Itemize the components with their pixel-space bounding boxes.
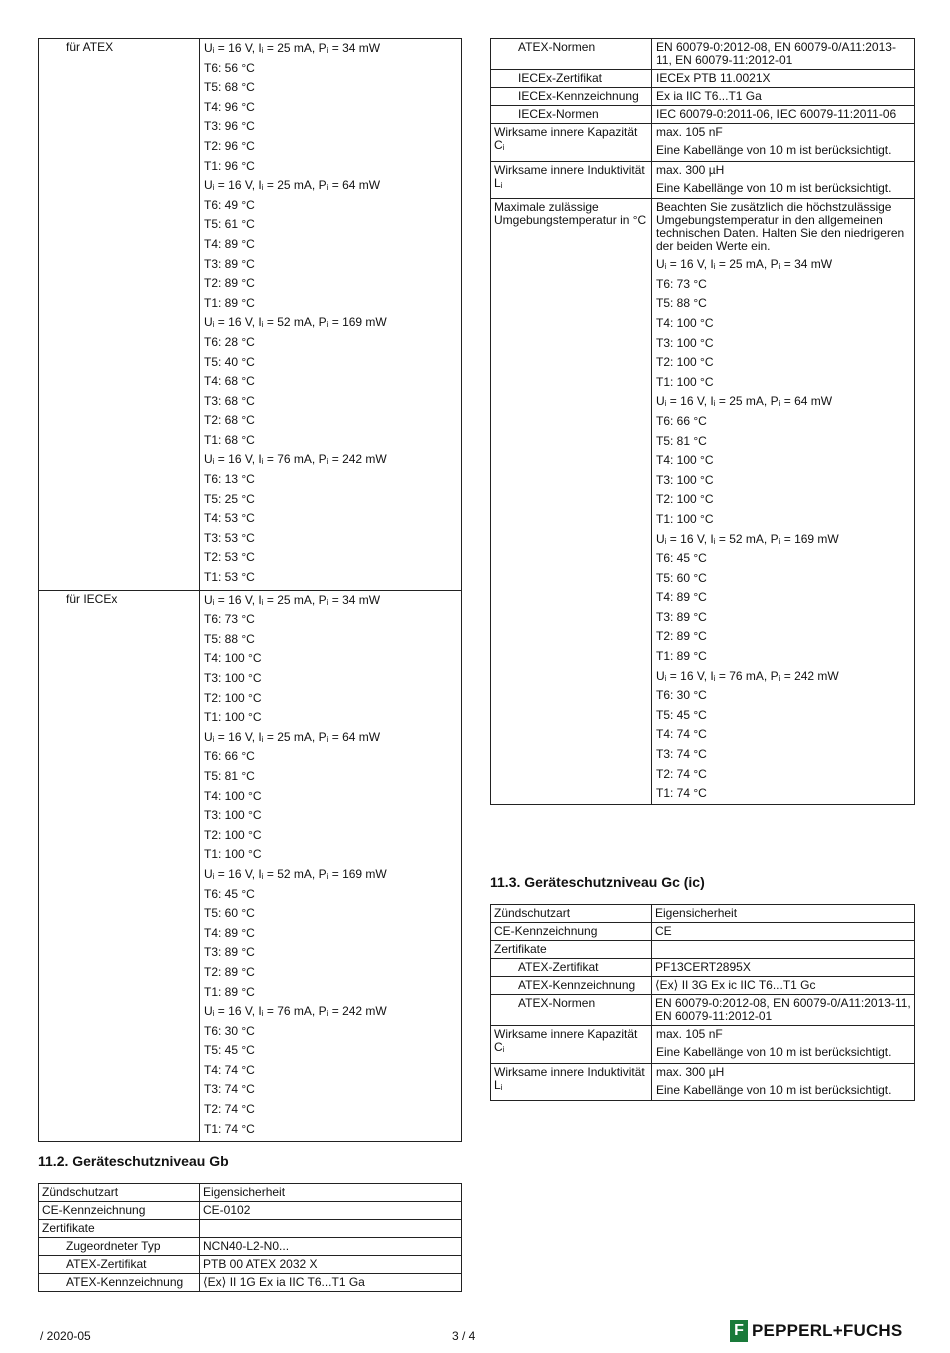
temperature-class-value: T6: 73 °C — [656, 276, 707, 291]
value-induktivitaet: max. 300 µH — [656, 162, 725, 177]
spec-label: ATEX-Zertifikat — [39, 1256, 200, 1274]
label-iecex-kennzeichnung: IECEx-Kennzeichnung — [491, 88, 652, 106]
temperature-class-value: T2: 89 °C — [204, 276, 255, 291]
temperature-class-value: T1: 100 °C — [204, 710, 262, 725]
temperature-class-value: T3: 89 °C — [656, 609, 707, 624]
spec-label: Wirksame innere Induktivität Li — [491, 1063, 652, 1101]
temperature-class-value: T5: 68 °C — [204, 80, 255, 95]
footer-date: / 2020-05 — [40, 1329, 91, 1343]
temperature-class-value: T2: 96 °C — [204, 138, 255, 153]
spec-label: Zertifikate — [39, 1220, 200, 1238]
temperature-class-value: T1: 100 °C — [204, 847, 262, 862]
temperature-class-value: T6: 49 °C — [204, 197, 255, 212]
spec-label: Zündschutzart — [491, 905, 652, 923]
temperature-class-value: T5: 45 °C — [204, 1043, 255, 1058]
temperature-class-value: T2: 74 °C — [656, 766, 707, 781]
temperature-class-value: T5: 60 °C — [656, 570, 707, 585]
electrical-values: Ui = 16 V, Ii = 52 mA, Pi = 169 mW — [204, 315, 387, 330]
temperature-class-value: T2: 68 °C — [204, 413, 255, 428]
temperature-class-value: T6: 66 °C — [204, 749, 255, 764]
spec-label: ATEX-Kennzeichnung — [39, 1274, 200, 1292]
row-iecex-normen — [491, 106, 915, 124]
temperature-class-value: T2: 100 °C — [656, 492, 714, 507]
electrical-values: Ui = 16 V, Ii = 25 mA, Pi = 34 mW — [656, 257, 833, 272]
temperature-class-value: T3: 89 °C — [204, 256, 255, 271]
temperature-class-value: T1: 100 °C — [656, 374, 714, 389]
temperature-class-value: T5: 45 °C — [656, 707, 707, 722]
gb-table-wrap — [38, 1183, 462, 1292]
temperature-class-value: T3: 96 °C — [204, 119, 255, 134]
temperature-class-value: T2: 53 °C — [204, 550, 255, 565]
spec-row — [39, 1220, 462, 1238]
temperature-class-value: T5: 61 °C — [204, 217, 255, 232]
temperature-section-row — [39, 590, 462, 1142]
spec-value: Eigensicherheit — [652, 905, 915, 923]
temperature-class-value: T4: 74 °C — [204, 1062, 255, 1077]
temperature-class-value: T3: 100 °C — [204, 671, 262, 685]
temperature-class-value: T2: 74 °C — [204, 1102, 255, 1117]
temperature-class-value: T5: 88 °C — [656, 296, 707, 311]
temperature-class-value: T3: 89 °C — [204, 945, 255, 960]
temperature-class-value: T6: 28 °C — [204, 334, 255, 349]
temperature-class-value: T6: 45 °C — [204, 886, 255, 901]
temperature-class-value: T4: 89 °C — [656, 590, 707, 605]
section-label: für IECEx — [39, 590, 200, 1142]
note-umgebungstemperatur: Beachten Sie zusätzlich die höchstzulässige Umgebungstemperatur in den allgemeinen technischen Daten. Halten Sie den niedrigeren der beiden Werte ein. — [656, 200, 905, 254]
temperature-class-value: T5: 81 °C — [204, 768, 255, 783]
spec-label: ATEX-Zertifikat — [491, 959, 652, 977]
spec-label: CE-Kennzeichnung — [491, 923, 652, 941]
temperature-class-value: T5: 81 °C — [656, 433, 707, 448]
electrical-values: Ui = 16 V, Ii = 52 mA, Pi = 169 mW — [204, 866, 387, 881]
spec-value: ⟨Ex⟩ II 1G Ex ia IIC T6...T1 Ga — [200, 1274, 462, 1292]
spec-value: CE — [652, 923, 915, 941]
row-induktivitaet — [491, 161, 915, 199]
spec-row — [39, 1256, 462, 1274]
temperature-class-value: T6: 73 °C — [204, 612, 255, 627]
temperature-class-value: T3: 53 °C — [204, 530, 255, 545]
temperature-class-value: T6: 45 °C — [656, 551, 707, 566]
spec-value — [652, 941, 915, 959]
value-iecex-kennzeichnung: Ex ia IIC T6...T1 Ga — [656, 89, 762, 103]
temperature-class-value: T1: 89 °C — [204, 984, 255, 999]
temperature-class-value: T2: 89 °C — [656, 629, 707, 644]
label-atex-normen: ATEX-Normen — [491, 39, 652, 70]
footer-page-number: 3 / 4 — [452, 1329, 476, 1343]
temperature-class-value: T2: 100 °C — [204, 827, 262, 842]
value-iecex-zertifikat: IECEx PTB 11.0021X — [656, 71, 771, 85]
spec-label: ATEX-Kennzeichnung — [491, 977, 652, 995]
note-kapazitaet: Eine Kabellänge von 10 m ist berücksichtigt. — [656, 143, 892, 157]
temperature-class-value: T5: 25 °C — [204, 491, 255, 506]
spec-value: PTB 00 ATEX 2032 X — [200, 1256, 462, 1274]
electrical-values: Ui = 16 V, Ii = 76 mA, Pi = 242 mW — [204, 452, 387, 467]
temperature-class-value: T6: 30 °C — [656, 688, 707, 703]
temperature-class-value: T1: 53 °C — [204, 570, 255, 585]
temperature-class-value: T3: 68 °C — [204, 393, 255, 408]
temperature-class-value: T1: 96 °C — [204, 158, 255, 173]
temperature-class-value: T1: 89 °C — [204, 295, 255, 310]
section-title-gb: 11.2. Geräteschutzniveau Gb — [38, 1153, 229, 1169]
section-title-gc: 11.3. Geräteschutzniveau Gc (ic) — [490, 874, 705, 890]
spec-row — [491, 905, 915, 923]
spec-label: Zugeordneter Typ — [39, 1238, 200, 1256]
temperature-class-value: T6: 30 °C — [204, 1023, 255, 1038]
temperature-class-value: T5: 88 °C — [204, 631, 255, 646]
temperature-class-value: T5: 60 °C — [204, 906, 255, 921]
electrical-values: Ui = 16 V, Ii = 25 mA, Pi = 64 mW — [204, 178, 381, 193]
gc-table-wrap — [490, 904, 915, 1101]
row-iecex-zertifikat — [491, 70, 915, 88]
label-induktivitaet: Wirksame innere Induktivität Li — [491, 161, 652, 199]
row-kapazitaet-gc — [491, 1026, 915, 1064]
spec-value — [200, 1220, 462, 1238]
temperature-class-value: T4: 100 °C — [204, 788, 262, 803]
electrical-values: Ui = 16 V, Ii = 25 mA, Pi = 64 mW — [656, 394, 833, 409]
electrical-values: Ui = 16 V, Ii = 76 mA, Pi = 242 mW — [204, 1004, 387, 1019]
electrical-values: Ui = 16 V, Ii = 76 mA, Pi = 242 mW — [656, 668, 839, 683]
temperature-class-value: T3: 74 °C — [656, 747, 707, 762]
section-label: für ATEX — [39, 39, 200, 591]
spec-row — [491, 941, 915, 959]
spec-label: Zertifikate — [491, 941, 652, 959]
temperature-class-value: T1: 100 °C — [656, 511, 714, 526]
temperature-table-left — [38, 38, 462, 1142]
temperature-class-value: T4: 89 °C — [204, 236, 255, 251]
spec-row — [39, 1238, 462, 1256]
temperature-class-value: T4: 53 °C — [204, 511, 255, 526]
temperature-class-value: T5: 40 °C — [204, 354, 255, 369]
left-column — [38, 38, 462, 1142]
gb-table — [38, 1183, 462, 1292]
label-iecex-zertifikat: IECEx-Zertifikat — [491, 70, 652, 88]
temperature-class-value: T4: 96 °C — [204, 99, 255, 114]
temperature-class-value: T4: 100 °C — [204, 651, 262, 666]
spec-label: Wirksame innere Kapazität Ci — [491, 1026, 652, 1064]
spec-label: CE-Kennzeichnung — [39, 1202, 200, 1220]
spec-value: EN 60079-0:2012-08, EN 60079-0/A11:2013-11, EN 60079-11:2012-01 — [652, 995, 915, 1026]
spec-label: Zündschutzart — [39, 1184, 200, 1202]
row-induktivitaet-gc — [491, 1063, 915, 1101]
temperature-class-value: T4: 89 °C — [204, 925, 255, 940]
temperature-class-value: T4: 100 °C — [656, 453, 714, 468]
temperature-class-value: T1: 68 °C — [204, 432, 255, 447]
label-kapazitaet: Wirksame innere Kapazität Ci — [491, 124, 652, 162]
spec-row — [491, 995, 915, 1026]
electrical-values: Ui = 16 V, Ii = 25 mA, Pi = 34 mW — [204, 41, 381, 55]
spec-row — [39, 1274, 462, 1292]
spec-note: Eine Kabellänge von 10 m ist berücksichtigt. — [656, 1082, 892, 1097]
temperature-class-value: T1: 74 °C — [204, 1121, 255, 1136]
temperature-class-value: T3: 100 °C — [656, 472, 714, 487]
right-top-table — [490, 38, 915, 805]
temperature-class-value: T1: 89 °C — [656, 649, 707, 664]
logo-text: PEPPERL+FUCHS — [752, 1321, 903, 1340]
temperature-class-value: T3: 74 °C — [204, 1082, 255, 1097]
value-iecex-normen: IEC 60079-0:2011-06, IEC 60079-11:2011-06 — [656, 107, 897, 121]
label-iecex-normen: IECEx-Normen — [491, 106, 652, 124]
note-induktivitaet: Eine Kabellänge von 10 m ist berücksichtigt. — [656, 180, 892, 195]
temperature-class-value: T2: 100 °C — [204, 690, 262, 705]
spec-label: ATEX-Normen — [491, 995, 652, 1026]
spec-value: max. 105 nF — [656, 1027, 723, 1041]
electrical-values: Ui = 16 V, Ii = 52 mA, Pi = 169 mW — [656, 531, 839, 546]
spec-value: NCN40-L2-N0... — [200, 1238, 462, 1256]
temperature-class-value: T2: 100 °C — [656, 355, 714, 370]
temperature-class-value: T4: 68 °C — [204, 374, 255, 389]
temperature-class-value: T4: 74 °C — [656, 727, 707, 742]
spec-value: max. 300 µH — [656, 1064, 725, 1079]
value-atex-normen: EN 60079-0:2012-08, EN 60079-0/A11:2013-11, EN 60079-11:2012-01 — [656, 40, 896, 67]
temperature-class-value: T2: 89 °C — [204, 964, 255, 979]
spec-value: CE-0102 — [200, 1202, 462, 1220]
spec-row — [491, 977, 915, 995]
electrical-values: Ui = 16 V, Ii = 25 mA, Pi = 34 mW — [204, 592, 381, 607]
spec-row — [491, 923, 915, 941]
right-column — [490, 38, 915, 805]
row-kapazitaet — [491, 124, 915, 162]
label-umgebungstemperatur: Maximale zulässige Umgebungstemperatur in °C — [491, 199, 652, 805]
temperature-class-value: T3: 100 °C — [204, 808, 262, 823]
spec-row — [491, 959, 915, 977]
spec-value: PF13CERT2895X — [652, 959, 915, 977]
logo-icon: F — [730, 1320, 748, 1342]
electrical-values: Ui = 16 V, Ii = 25 mA, Pi = 64 mW — [204, 729, 381, 744]
brand-logo — [730, 1320, 902, 1342]
spec-row — [39, 1184, 462, 1202]
spec-value: Eigensicherheit — [200, 1184, 462, 1202]
spec-note: Eine Kabellänge von 10 m ist berücksichtigt. — [656, 1045, 892, 1059]
temperature-class-value: T6: 13 °C — [204, 472, 255, 487]
row-atex-normen — [491, 39, 915, 70]
temperature-class-value: T4: 100 °C — [656, 315, 714, 330]
temperature-class-value: T1: 74 °C — [656, 786, 707, 801]
temperature-class-value: T6: 56 °C — [204, 60, 255, 75]
row-umgebungstemperatur — [491, 199, 915, 805]
temperature-class-value: T3: 100 °C — [656, 335, 714, 350]
temperature-section-row — [39, 39, 462, 591]
spec-value: ⟨Ex⟩ II 3G Ex ic IIC T6...T1 Gc — [652, 977, 915, 995]
row-iecex-kennzeichnung — [491, 88, 915, 106]
gc-table — [490, 904, 915, 1101]
temperature-class-value: T6: 66 °C — [656, 413, 707, 428]
spec-row — [39, 1202, 462, 1220]
value-kapazitaet: max. 105 nF — [656, 125, 723, 139]
